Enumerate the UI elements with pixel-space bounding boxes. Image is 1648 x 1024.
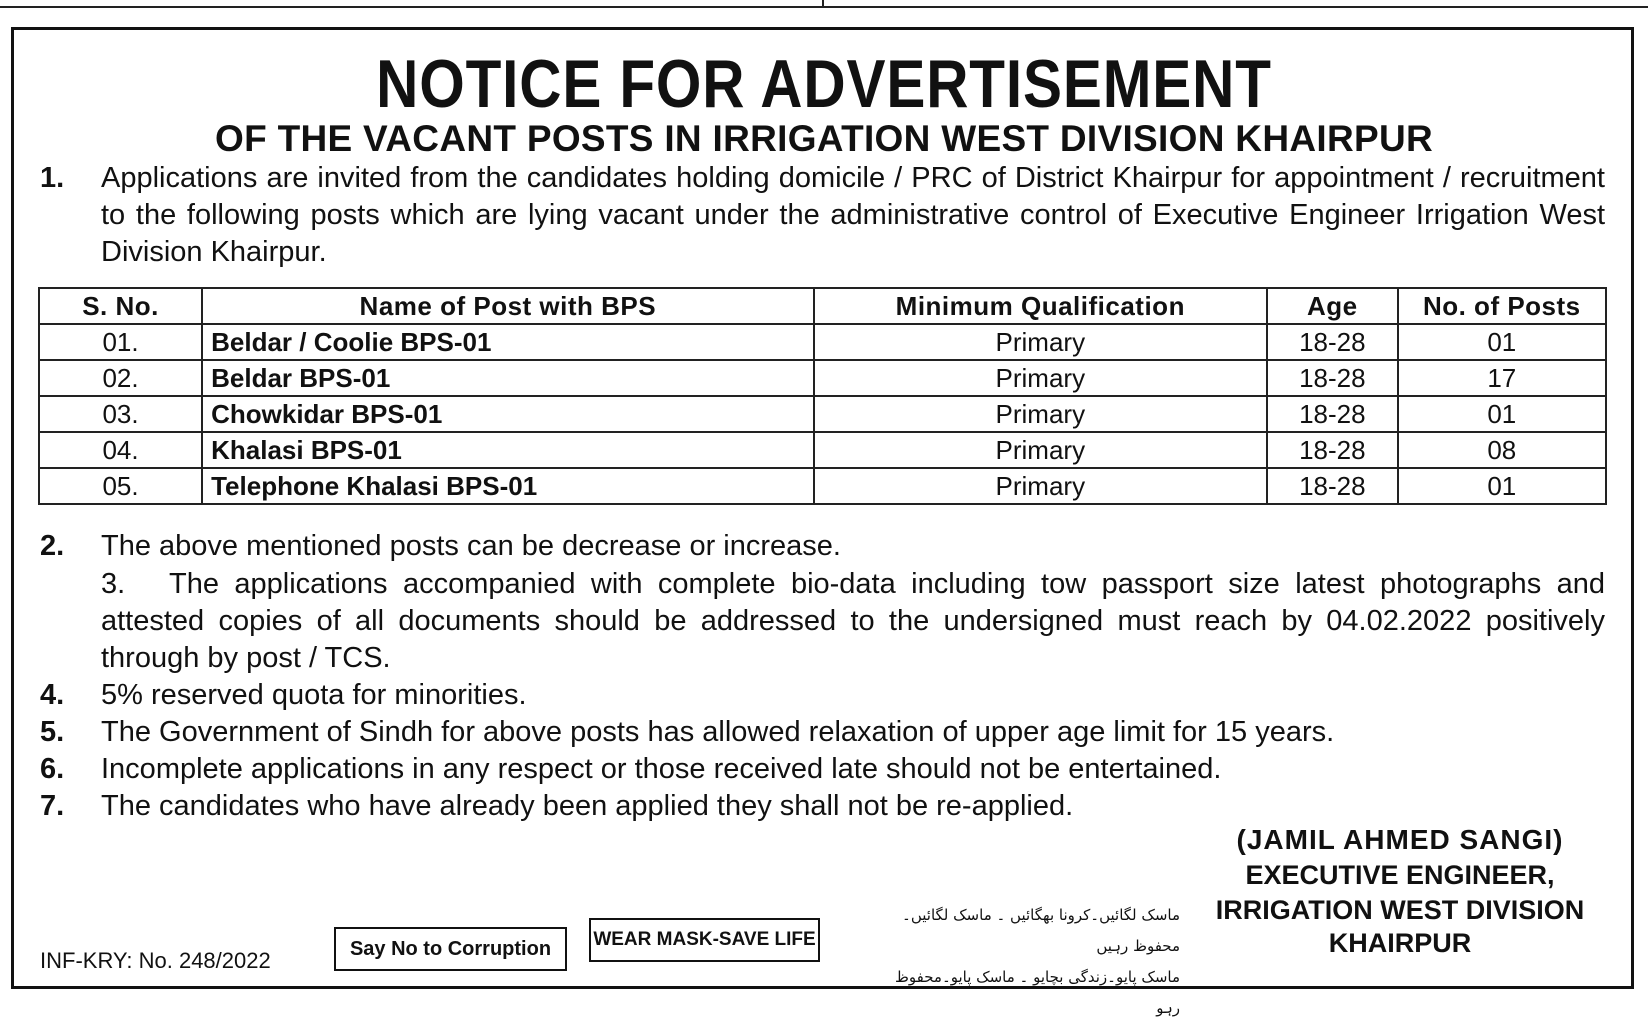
header-s-no: S. No.: [39, 288, 202, 324]
urdu-slogan-line: ماسک لگائیں۔کرونا بھگائیں ۔ ماسک لگائیں۔محفوظ رہیں: [902, 906, 1180, 955]
cell-no-of-posts: 01: [1398, 324, 1606, 360]
urdu-slogans: [880, 900, 1180, 1024]
notice-title: NOTICE FOR ADVERTISEMENT: [376, 46, 1272, 122]
cell-qualification: Primary: [814, 432, 1268, 468]
cell-post-name: Telephone Khalasi BPS-01: [202, 468, 813, 504]
paragraph-3-body: [101, 566, 1605, 677]
cell-age: 18-28: [1267, 324, 1397, 360]
paragraph-text: The above mentioned posts can be decrease or increase.: [101, 530, 841, 562]
paragraph-text: Applications are invited from the candidates holding domicile / PRC of District Khairpur for appointment / recruitment to the following posts which are lying vacant under the administrative control of Executive Engineer Irrigation West Division Khairpur.: [101, 162, 1605, 268]
paragraph-number: 5.: [40, 716, 65, 748]
paragraph-7: [40, 788, 1605, 825]
cell-no-of-posts: 01: [1398, 468, 1606, 504]
paragraph-number: 6.: [40, 753, 65, 785]
paragraph-2: [40, 528, 1605, 565]
paragraph-text: The candidates who have already been applied they shall not be re-applied.: [101, 790, 1074, 822]
header-qualification: Minimum Qualification: [814, 288, 1268, 324]
paragraph-number: 2.: [40, 530, 65, 562]
paragraph-3: [40, 566, 1605, 677]
cell-no-of-posts: 08: [1398, 432, 1606, 468]
cell-no-of-posts: 17: [1398, 360, 1606, 396]
table-row: [39, 432, 1606, 468]
cell-age: 18-28: [1267, 396, 1397, 432]
table-header-row: [39, 288, 1606, 324]
cell-s-no: 01.: [39, 324, 202, 360]
table-row: [39, 468, 1606, 504]
header-no-of-posts: No. of Posts: [1398, 288, 1606, 324]
cell-s-no: 05.: [39, 468, 202, 504]
cell-qualification: Primary: [814, 396, 1268, 432]
cell-age: 18-28: [1267, 360, 1397, 396]
cell-s-no: 04.: [39, 432, 202, 468]
paragraph-1: [40, 160, 1605, 271]
paragraph-text: 5% reserved quota for minorities.: [101, 679, 527, 711]
paragraph-number: 3.: [101, 568, 126, 600]
paragraph-6: [40, 751, 1605, 788]
header-age: Age: [1267, 288, 1397, 324]
cell-qualification: Primary: [814, 324, 1268, 360]
wear-mask-slogan: WEAR MASK-SAVE LIFE: [589, 918, 820, 962]
signatory-designation: EXECUTIVE ENGINEER,: [1245, 860, 1555, 890]
signatory-name: (JAMIL AHMED SANGI): [1236, 824, 1564, 855]
cell-qualification: Primary: [814, 468, 1268, 504]
cell-s-no: 02.: [39, 360, 202, 396]
paragraph-text: The Government of Sindh for above posts has allowed relaxation of upper age limit for 15 years.: [101, 716, 1335, 748]
cell-post-name: Chowkidar BPS-01: [202, 396, 813, 432]
cell-age: 18-28: [1267, 432, 1397, 468]
reference-number: INF-KRY: No. 248/2022: [40, 948, 271, 973]
cell-post-name: Beldar / Coolie BPS-01: [202, 324, 813, 360]
paragraph-text: The applications accompanied with complete bio-data including tow passport size latest photographs and attested copies of all documents should be addressed to the undersigned must reach by 04.02.2022 positively through by post / TCS.: [101, 568, 1605, 674]
signatory-office: IRRIGATION WEST DIVISION: [1215, 895, 1585, 925]
paragraph-number: 7.: [40, 790, 65, 822]
cell-age: 18-28: [1267, 468, 1397, 504]
notice-subtitle: OF THE VACANT POSTS IN IRRIGATION WEST DIVISION KHAIRPUR: [215, 118, 1433, 159]
vacant-posts-table: [38, 287, 1607, 505]
cell-post-name: Beldar BPS-01: [202, 360, 813, 396]
top-rule: [0, 6, 1648, 8]
paragraph-number: 4.: [40, 679, 65, 711]
cell-qualification: Primary: [814, 360, 1268, 396]
paragraph-4: [40, 677, 1605, 714]
top-rule-tick: [822, 0, 824, 8]
table-row: [39, 360, 1606, 396]
urdu-slogan-line: ماسک پایو۔زندگی بچایو ۔ ماسک پایو۔محفوظ رہو: [895, 968, 1180, 1017]
cell-s-no: 03.: [39, 396, 202, 432]
table-row: [39, 396, 1606, 432]
table-row: [39, 324, 1606, 360]
signatory-place: KHAIRPUR: [1328, 928, 1472, 958]
cell-post-name: Khalasi BPS-01: [202, 432, 813, 468]
cell-no-of-posts: 01: [1398, 396, 1606, 432]
paragraph-5: [40, 714, 1605, 751]
paragraph-text: Incomplete applications in any respect or those received late should not be entertained.: [101, 753, 1222, 785]
anti-corruption-slogan: Say No to Corruption: [334, 927, 567, 971]
header-post-name: Name of Post with BPS: [202, 288, 813, 324]
paragraph-number: 1.: [40, 162, 65, 194]
